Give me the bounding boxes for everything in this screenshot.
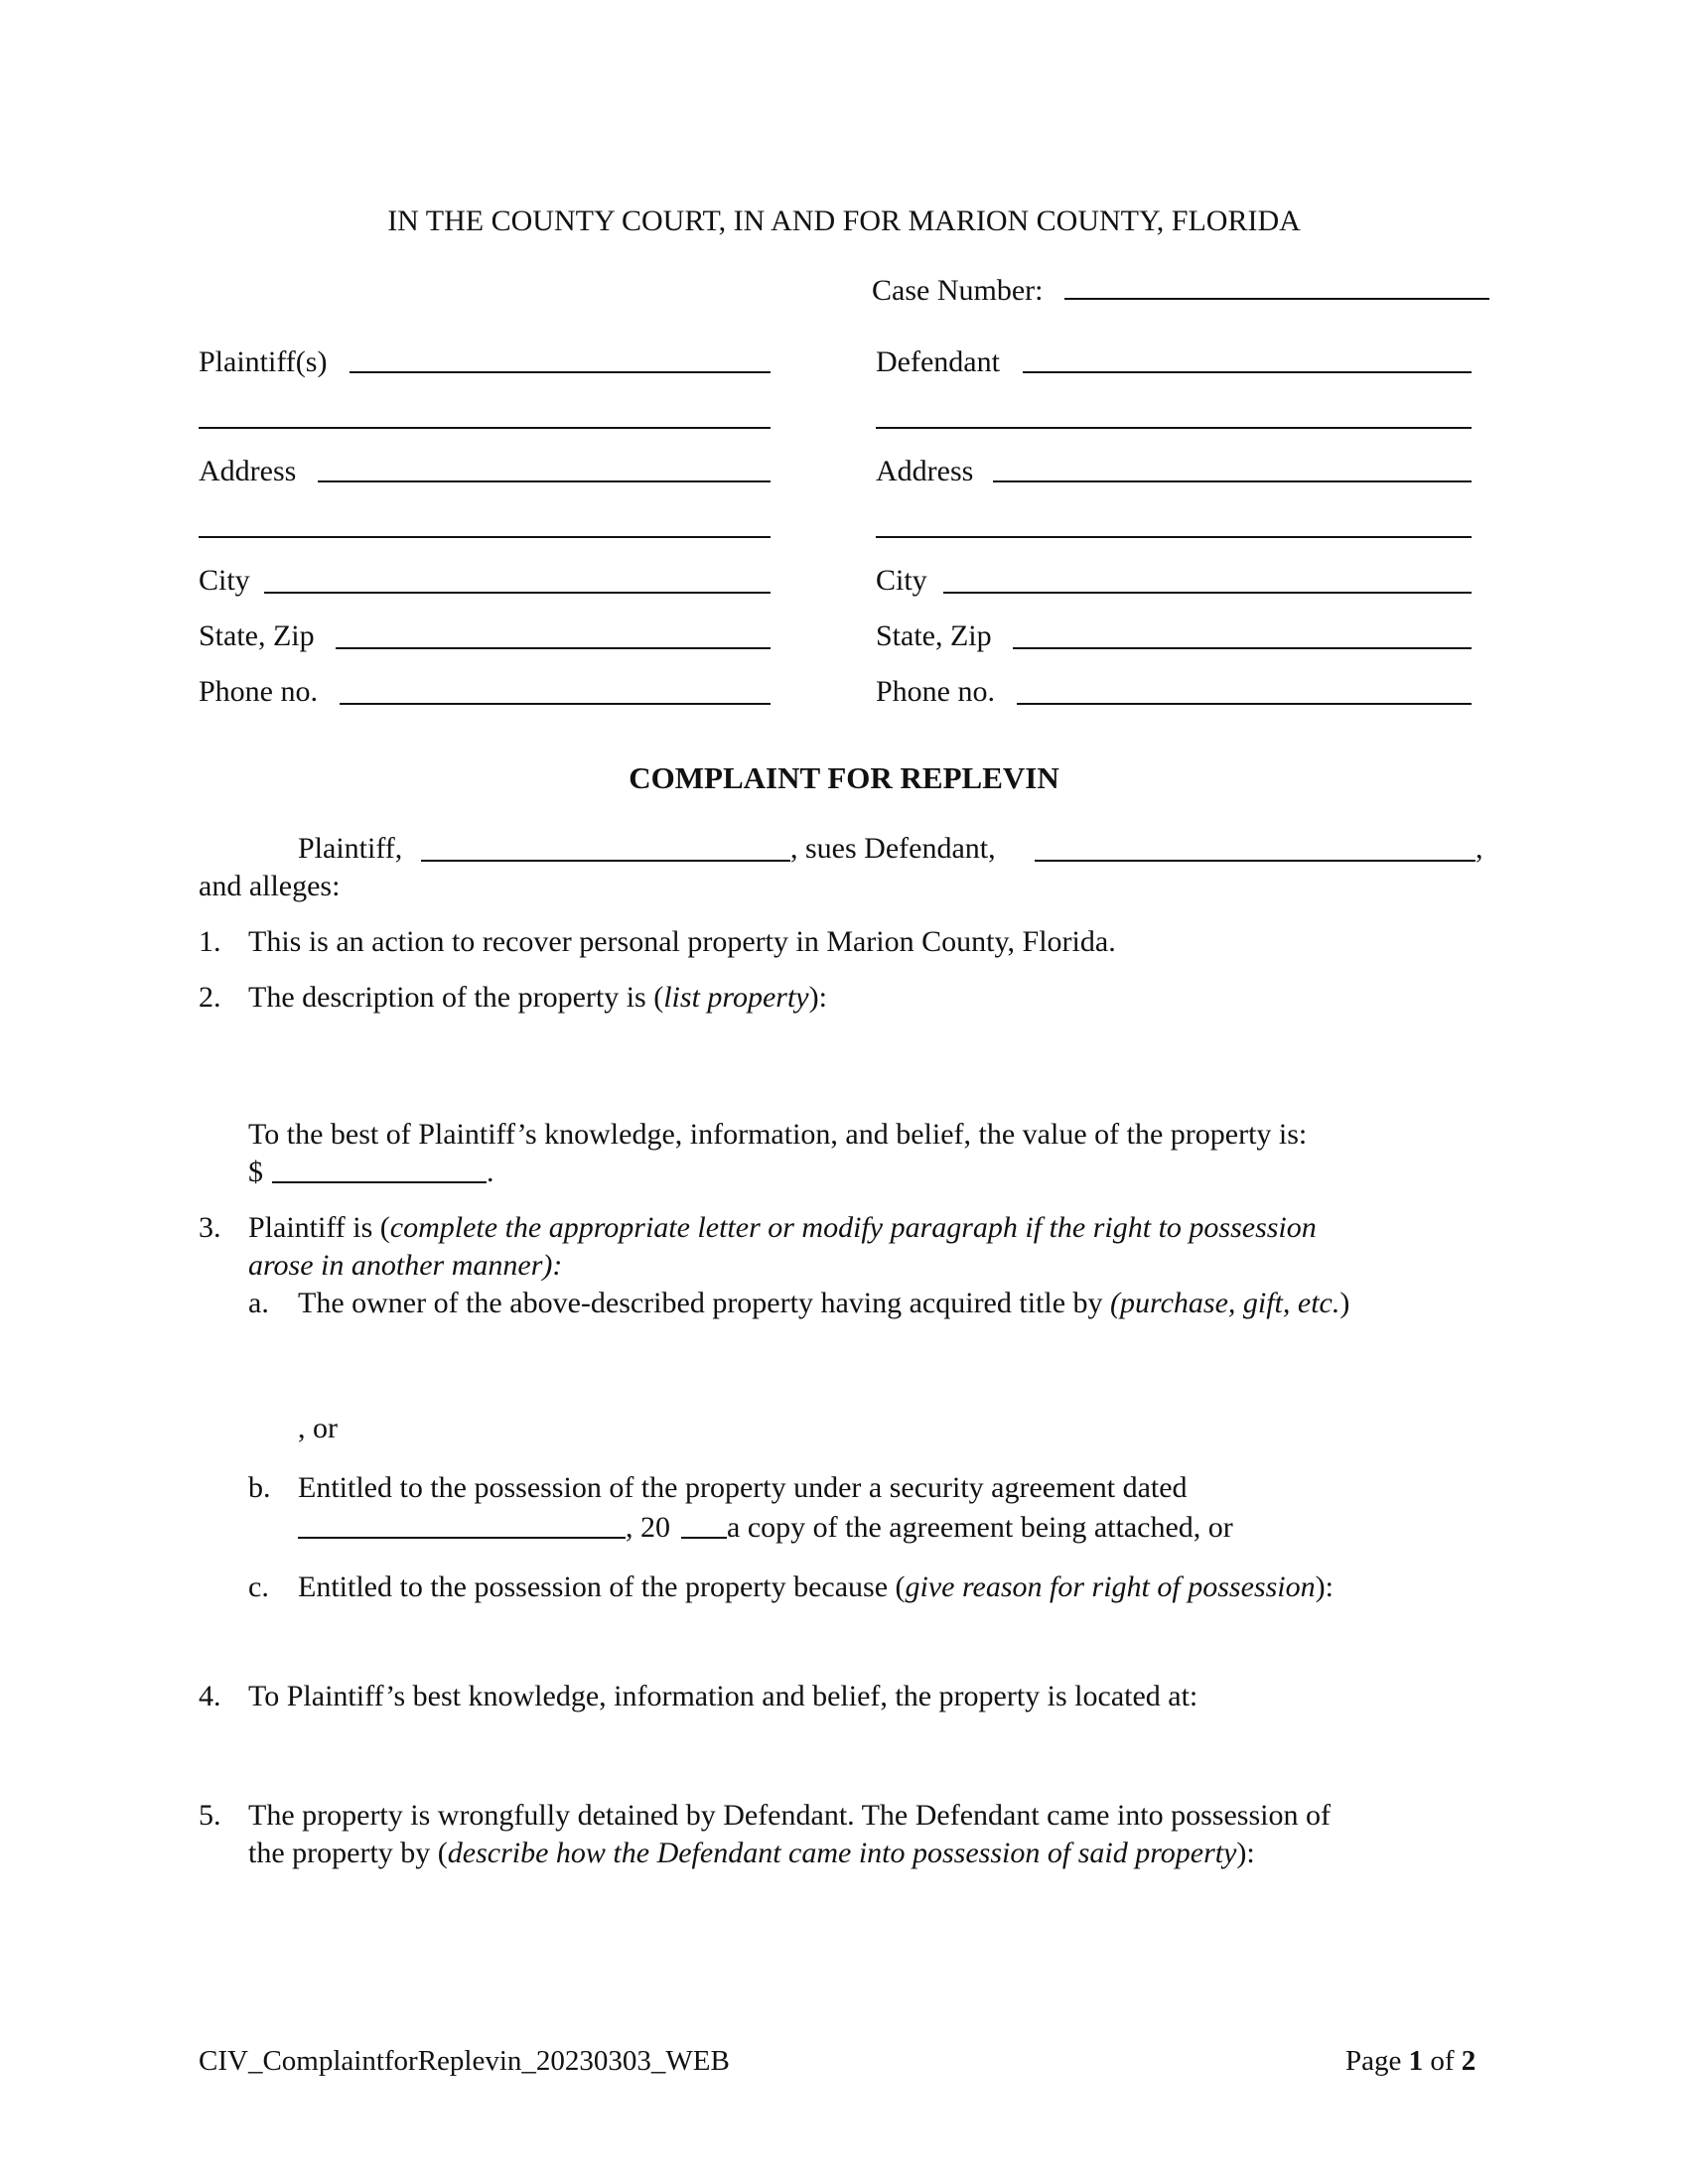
defendant-address-field-line2[interactable] [876, 536, 1472, 538]
plaintiff-address-field-line2[interactable] [199, 536, 771, 538]
item-5-line2-main: the property by ( [248, 1837, 448, 1869]
footer-page-number [1345, 2047, 1476, 2076]
intro-sues-text: , sues Defendant, [790, 832, 996, 865]
plaintiff-city-label: City [199, 564, 250, 597]
footer-page-total: 2 [1461, 2045, 1477, 2077]
item-2-period: . [487, 1156, 494, 1188]
item-3-text-main: Plaintiff is ( [248, 1211, 390, 1244]
defendant-name-field[interactable] [1023, 371, 1472, 373]
defendant-name-field-line2[interactable] [876, 427, 1472, 429]
item-3-italic-line1: complete the appropriate letter or modify paragraph if the right to possession [389, 1211, 1317, 1244]
plaintiff-city-field[interactable] [264, 592, 771, 594]
item-3c-text [298, 1572, 1334, 1602]
item-3a-text-main: The owner of the above-described property having acquired title by [298, 1287, 1111, 1319]
item-3b-text: Entitled to the possession of the property under a security agreement dated [298, 1471, 1188, 1504]
item-5-line1: The property is wrongfully detained by Defendant. The Defendant came into possession of [248, 1799, 1331, 1832]
item-3a-tail: ) [1339, 1287, 1350, 1319]
item-5-line2 [248, 1839, 1255, 1868]
item-1-text: This is an action to recover personal property in Marion County, Florida. [248, 925, 1116, 958]
defendant-phone-label: Phone no. [876, 675, 995, 708]
footer-page-word: Page [1345, 2045, 1409, 2077]
intro-defendant-field[interactable] [1035, 860, 1476, 862]
item-3-number: 3. [199, 1211, 221, 1244]
item-5-number: 5. [199, 1799, 221, 1832]
plaintiff-name-label: Plaintiff(s) [199, 345, 328, 378]
defendant-state-zip-field[interactable] [1013, 647, 1472, 649]
plaintiff-address-field[interactable] [318, 480, 771, 482]
item-2-number: 2. [199, 981, 221, 1014]
intro-plaintiff-field[interactable] [421, 860, 790, 862]
intro-alleges: and alleges: [199, 870, 341, 902]
plaintiff-name-field[interactable] [350, 371, 771, 373]
plaintiff-phone-field[interactable] [340, 703, 771, 705]
item-2-value-text: To the best of Plaintiff’s knowledge, information, and belief, the value of the property is: [248, 1118, 1308, 1151]
item-3a-or: , or [298, 1412, 338, 1444]
complaint-title: COMPLAINT FOR REPLEVIN [629, 760, 1059, 795]
footer-doc-id: CIV_ComplaintforReplevin_20230303_WEB [199, 2045, 730, 2077]
footer-page-of: of [1423, 2045, 1462, 2077]
item-3-italic-line2: arose in another manner): [248, 1249, 563, 1282]
item-3b-tail: a copy of the agreement being attached, or [727, 1511, 1233, 1544]
defendant-city-label: City [876, 564, 927, 597]
item-3c-tail: ): [1315, 1570, 1334, 1603]
case-number-label: Case Number: [872, 274, 1044, 307]
item-2-dollar: $ [248, 1156, 263, 1188]
item-3a-letter: a. [248, 1287, 269, 1319]
case-number-field[interactable] [1064, 298, 1489, 300]
defendant-state-zip-label: State, Zip [876, 619, 992, 652]
plaintiff-state-zip-field[interactable] [336, 647, 771, 649]
defendant-name-label: Defendant [876, 345, 1000, 378]
item-3b-year-prefix: , 20 [626, 1511, 670, 1544]
intro-comma: , [1476, 832, 1483, 865]
defendant-phone-field[interactable] [1017, 703, 1472, 705]
item-2-tail: ): [808, 981, 827, 1014]
item-2-text [248, 983, 827, 1013]
item-4-text: To Plaintiff’s best knowledge, information and belief, the property is located at: [248, 1680, 1198, 1712]
item-2-text-main: The description of the property is ( [248, 981, 664, 1014]
court-heading: IN THE COUNTY COURT, IN AND FOR MARION COUNTY, FLORIDA [387, 205, 1301, 237]
defendant-address-label: Address [876, 455, 974, 487]
item-5-italic: describe how the Defendant came into possession of said property [447, 1837, 1237, 1869]
intro-plaintiff-label: Plaintiff, [298, 832, 403, 865]
plaintiff-state-zip-label: State, Zip [199, 619, 315, 652]
plaintiff-address-label: Address [199, 455, 297, 487]
item-3a-text [298, 1289, 1349, 1318]
item-3c-italic: give reason for right of possession [905, 1570, 1316, 1603]
item-3b-date-field[interactable] [298, 1537, 626, 1539]
defendant-address-field[interactable] [993, 480, 1472, 482]
item-2-italic: list property [663, 981, 809, 1014]
item-3-line2 [248, 1251, 562, 1281]
footer-page-current: 1 [1408, 2045, 1424, 2077]
plaintiff-phone-label: Phone no. [199, 675, 318, 708]
item-3b-letter: b. [248, 1471, 271, 1504]
item-3c-text-main: Entitled to the possession of the property because ( [298, 1570, 906, 1603]
item-3-text [248, 1213, 1317, 1243]
item-3c-letter: c. [248, 1570, 269, 1603]
item-3b-year-field[interactable] [681, 1537, 727, 1539]
defendant-city-field[interactable] [943, 592, 1472, 594]
item-4-number: 4. [199, 1680, 221, 1712]
item-1-number: 1. [199, 925, 221, 958]
item-5-tail: ): [1236, 1837, 1255, 1869]
item-3a-italic: (purchase, gift, etc. [1110, 1287, 1340, 1319]
plaintiff-name-field-line2[interactable] [199, 427, 771, 429]
item-2-value-field[interactable] [272, 1181, 487, 1183]
